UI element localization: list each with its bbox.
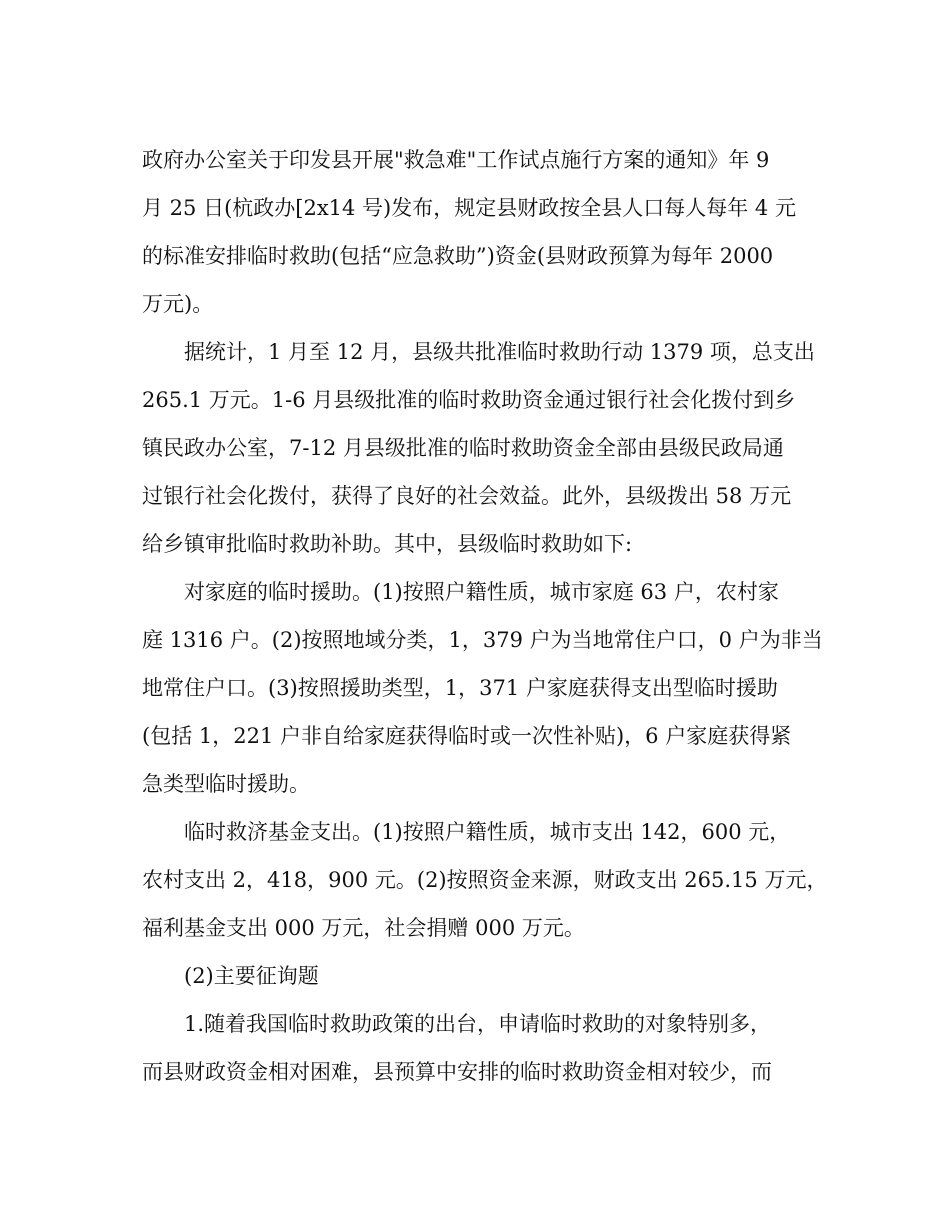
text-line: 政府办公室关于印发县开展"救急难"工作试点施行方案的通知》年 9 — [142, 148, 770, 172]
section-heading: (2)主要征询题 — [184, 964, 319, 988]
text-line: 庭 1316 户。(2)按照地域分类，1，379 户为当地常住户口，0 户为非当 — [142, 628, 823, 652]
paragraph-first-line: 据统计，1 月至 12 月，县级共批准临时救助行动 1379 项，总支出 — [184, 340, 815, 364]
paragraph-first-line: 对家庭的临时援助。(1)按照户籍性质，城市家庭 63 户，农村家 — [184, 580, 779, 604]
paragraph-first-line: 临时救济基金支出。(1)按照户籍性质，城市支出 142，600 元， — [184, 820, 791, 844]
text-line: 万元)。 — [142, 292, 214, 316]
text-line: 过银行社会化拨付，获得了良好的社会效益。此外，县级拨出 58 万元 — [142, 484, 792, 508]
text-line: 地常住户口。(3)按照援助类型，1，371 户家庭获得支出型临时援助 — [142, 676, 778, 700]
text-line: 给乡镇审批临时救助补助。其中，县级临时救助如下: — [142, 532, 633, 556]
text-line: 农村支出 2，418，900 元。(2)按照资金来源，财政支出 265.15 万元， — [142, 868, 828, 892]
text-line: 镇民政办公室，7-12 月县级批准的临时救助资金全部由县级民政局通 — [142, 436, 784, 460]
text-line: 月 25 日(杭政办[2x14 号)发布，规定县财政按全县人口每人每年 4 元 — [142, 196, 796, 220]
text-line: 而县财政资金相对困难，县预算中安排的临时救助资金相对较少，而 — [142, 1060, 772, 1084]
paragraph-first-line: 1.随着我国临时救助政策的出台，申请临时救助的对象特别多， — [184, 1012, 772, 1036]
text-line: (包括 1，221 户非自给家庭获得临时或一次性补贴)，6 户家庭获得紧 — [142, 724, 792, 748]
text-line: 265.1 万元。1-6 月县级批准的临时救助资金通过银行社会化拨付到乡 — [142, 388, 796, 412]
text-line: 的标准安排临时救助(包括“应急救助”)资金(县财政预算为每年 2000 — [142, 244, 774, 268]
text-line: 福利基金支出 000 万元，社会捐赠 000 万元。 — [142, 916, 585, 940]
text-line: 急类型临时援助。 — [142, 772, 310, 796]
